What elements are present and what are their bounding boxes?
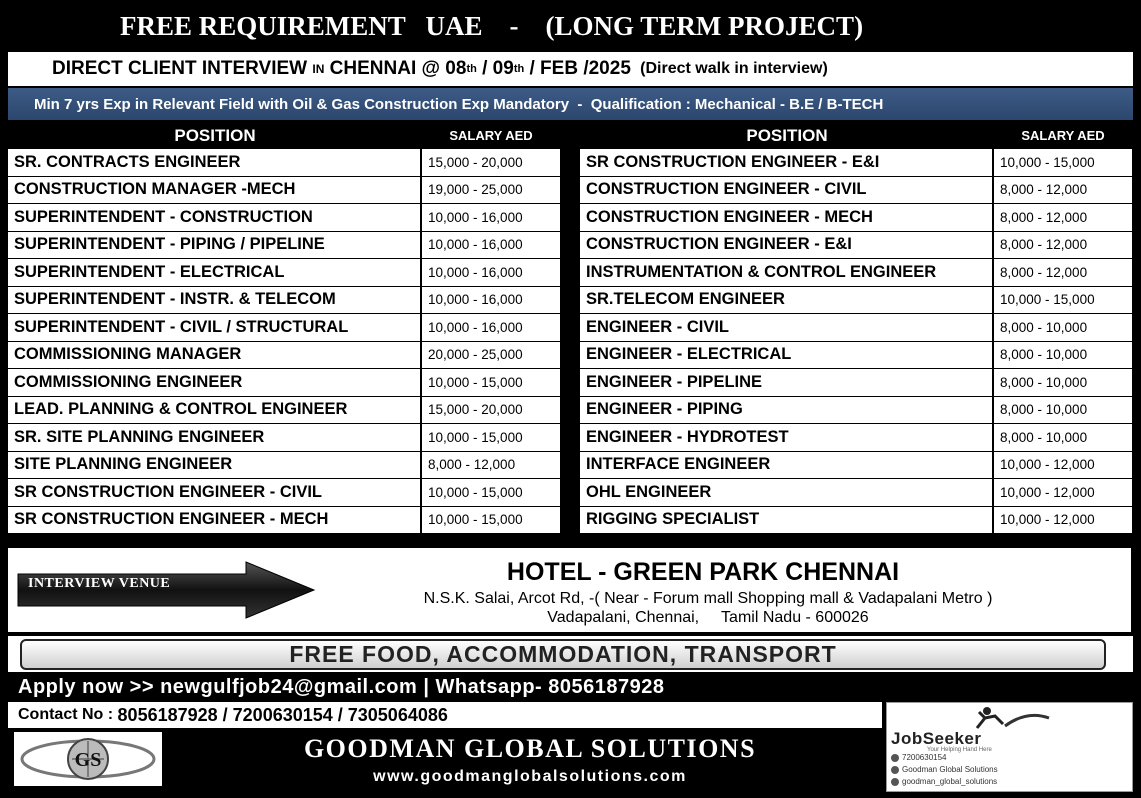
salary-cell: 8,000 - 12,000 xyxy=(994,232,1132,259)
table-row xyxy=(8,177,560,205)
salary-cell: 8,000 - 12,000 xyxy=(994,177,1132,204)
salary-cell: 8,000 - 10,000 xyxy=(994,369,1132,396)
table-row xyxy=(8,452,560,480)
table-header xyxy=(580,122,1132,149)
salary-cell: 10,000 - 16,000 xyxy=(422,204,560,231)
jobseeker-instagram-row xyxy=(891,777,997,786)
jobseeker-panel xyxy=(886,702,1133,792)
salary-cell: 19,000 - 25,000 xyxy=(422,177,560,204)
requirement-banner: Min 7 yrs Exp in Relevant Field with Oil & Gas Construction Exp Mandatory - Qualification : Mechanical - B.E / B-TECH xyxy=(8,88,1133,120)
table-row xyxy=(580,507,1132,535)
position-cell: ENGINEER - HYDROTEST xyxy=(580,424,994,451)
table-row xyxy=(8,287,560,315)
table-row xyxy=(8,397,560,425)
position-cell: INTERFACE ENGINEER xyxy=(580,452,994,479)
table-row xyxy=(8,342,560,370)
position-cell: SR. SITE PLANNING ENGINEER xyxy=(8,424,422,451)
position-cell: CONSTRUCTION ENGINEER - MECH xyxy=(580,204,994,231)
salary-cell: 10,000 - 15,000 xyxy=(422,369,560,396)
salary-cell: 20,000 - 25,000 xyxy=(422,342,560,369)
salary-cell: 8,000 - 10,000 xyxy=(994,314,1132,341)
company-name: GOODMAN GLOBAL SOLUTIONS xyxy=(303,734,757,763)
salary-cell: 10,000 - 12,000 xyxy=(994,452,1132,479)
table-row xyxy=(8,232,560,260)
salary-cell: 8,000 - 10,000 xyxy=(994,397,1132,424)
salary-cell: 8,000 - 12,000 xyxy=(422,452,560,479)
position-cell: SR CONSTRUCTION ENGINEER - MECH xyxy=(8,507,422,534)
table-row xyxy=(8,424,560,452)
salary-cell: 10,000 - 12,000 xyxy=(994,479,1132,506)
jobseeker-title: JobSeeker xyxy=(891,729,982,748)
position-header: POSITION xyxy=(746,125,828,145)
table-row xyxy=(580,204,1132,232)
table-row xyxy=(580,369,1132,397)
salary-cell: 15,000 - 20,000 xyxy=(422,149,560,176)
position-cell: SR CONSTRUCTION ENGINEER - CIVIL xyxy=(8,479,422,506)
position-cell: ENGINEER - ELECTRICAL xyxy=(580,342,994,369)
position-cell: INSTRUMENTATION & CONTROL ENGINEER xyxy=(580,259,994,286)
table-row xyxy=(580,452,1132,480)
interview-note: (Direct walk in interview) xyxy=(640,60,828,77)
jobseeker-facebook[interactable]: Goodman Global Solutions xyxy=(902,765,998,774)
salary-cell: 10,000 - 16,000 xyxy=(422,259,560,286)
table-row xyxy=(8,259,560,287)
salary-cell: 8,000 - 12,000 xyxy=(994,259,1132,286)
venue-section xyxy=(8,548,1131,632)
position-cell: OHL ENGINEER xyxy=(580,479,994,506)
position-cell: SUPERINTENDENT - INSTR. & TELECOM xyxy=(8,287,422,314)
position-cell: RIGGING SPECIALIST xyxy=(580,507,994,534)
table-row xyxy=(8,507,560,535)
hotel-name: HOTEL - GREEN PARK CHENNAI xyxy=(506,558,900,586)
interview-prefix: DIRECT CLIENT INTERVIEW xyxy=(52,58,313,79)
position-cell: COMMISSIONING ENGINEER xyxy=(8,369,422,396)
table-row xyxy=(580,397,1132,425)
table-row xyxy=(8,204,560,232)
position-cell: SUPERINTENDENT - CIVIL / STRUCTURAL xyxy=(8,314,422,341)
table-row xyxy=(580,232,1132,260)
table-row xyxy=(8,314,560,342)
position-cell: SUPERINTENDENT - CONSTRUCTION xyxy=(8,204,422,231)
position-cell: SR. CONTRACTS ENGINEER xyxy=(8,149,422,176)
positions-table-left xyxy=(8,122,560,534)
position-cell: ENGINEER - PIPING xyxy=(580,397,994,424)
salary-header: SALARY AED xyxy=(449,128,533,143)
table-row xyxy=(580,259,1132,287)
positions-table-right xyxy=(580,122,1132,534)
interview-banner: DIRECT CLIENT INTERVIEW IN CHENNAI @ 08 th / 09 th / FEB /2025 (Direct walk in interview) xyxy=(8,52,1133,86)
jobseeker-tagline: Your Helping Hand Here xyxy=(927,747,992,753)
salary-header: SALARY AED xyxy=(1021,128,1105,143)
whatsapp-icon xyxy=(891,754,899,762)
salary-cell: 10,000 - 16,000 xyxy=(422,232,560,259)
salary-cell: 15,000 - 20,000 xyxy=(422,397,560,424)
benefits-section xyxy=(8,636,1133,672)
table-row xyxy=(8,479,560,507)
interview-month: / FEB /2025 xyxy=(524,58,637,79)
interview-in: IN xyxy=(312,62,325,76)
table-row xyxy=(580,177,1132,205)
table-row xyxy=(8,369,560,397)
position-header: POSITION xyxy=(174,125,256,145)
hotel-address-line1: N.S.K. Salai, Arcot Rd, -( Near - Forum mall Shopping mall & Vadapalani Metro ) xyxy=(423,590,993,607)
benefits-text: FREE FOOD, ACCOMMODATION, TRANSPORT xyxy=(20,639,1106,670)
table-row xyxy=(580,424,1132,452)
position-cell: SITE PLANNING ENGINEER xyxy=(8,452,422,479)
table-row xyxy=(580,479,1132,507)
table-row xyxy=(580,342,1132,370)
salary-cell: 8,000 - 10,000 xyxy=(994,342,1132,369)
salary-cell: 10,000 - 16,000 xyxy=(422,287,560,314)
interview-mid: / 09 xyxy=(476,58,514,79)
salary-cell: 10,000 - 15,000 xyxy=(422,479,560,506)
position-cell: SR.TELECOM ENGINEER xyxy=(580,287,994,314)
position-cell: CONSTRUCTION ENGINEER - CIVIL xyxy=(580,177,994,204)
logo-text: GS xyxy=(74,749,102,771)
position-cell: SUPERINTENDENT - ELECTRICAL xyxy=(8,259,422,286)
runner-logo-icon xyxy=(957,706,1057,730)
jobseeker-facebook-row xyxy=(891,765,998,774)
apply-line: Apply now >> newgulfjob24@gmail.com | Whatsapp- 8056187928 xyxy=(0,672,1141,702)
table-row xyxy=(580,287,1132,315)
contact-numbers: 8056187928 / 7200630154 / 7305064086 xyxy=(117,704,448,725)
table-row xyxy=(580,314,1132,342)
table-row xyxy=(580,149,1132,177)
company-logo xyxy=(14,732,162,786)
salary-cell: 10,000 - 15,000 xyxy=(994,287,1132,314)
position-cell: ENGINEER - CIVIL xyxy=(580,314,994,341)
page-title: FREE REQUIREMENT UAE - (LONG TERM PROJECT) xyxy=(0,0,1141,52)
interview-city: CHENNAI @ 08 xyxy=(324,58,467,79)
position-cell: COMMISSIONING MANAGER xyxy=(8,342,422,369)
company-website[interactable]: www.goodmanglobalsolutions.com xyxy=(373,768,687,785)
instagram-icon xyxy=(891,778,899,786)
salary-cell: 10,000 - 16,000 xyxy=(422,314,560,341)
salary-cell: 10,000 - 15,000 xyxy=(422,507,560,534)
hotel-address-line2: Vadapalani, Chennai, Tamil Nadu - 600026 xyxy=(547,609,869,626)
jobseeker-phone-row xyxy=(891,753,947,762)
contact-line xyxy=(8,702,882,728)
globe-logo-icon xyxy=(14,732,162,786)
position-cell: SR CONSTRUCTION ENGINEER - E&I xyxy=(580,149,994,176)
position-cell: CONSTRUCTION ENGINEER - E&I xyxy=(580,232,994,259)
facebook-icon xyxy=(891,766,899,774)
venue-label: INTERVIEW VENUE xyxy=(28,576,171,591)
salary-cell: 8,000 - 10,000 xyxy=(994,424,1132,451)
position-cell: CONSTRUCTION MANAGER -MECH xyxy=(8,177,422,204)
position-cell: SUPERINTENDENT - PIPING / PIPELINE xyxy=(8,232,422,259)
position-cell: ENGINEER - PIPELINE xyxy=(580,369,994,396)
jobseeker-instagram[interactable]: goodman_global_solutions xyxy=(902,777,998,786)
table-row xyxy=(8,149,560,177)
salary-cell: 10,000 - 15,000 xyxy=(994,149,1132,176)
table-header xyxy=(8,122,560,149)
jobseeker-phone: 7200630154 xyxy=(902,753,947,762)
salary-cell: 10,000 - 12,000 xyxy=(994,507,1132,534)
contact-label: Contact No : xyxy=(18,706,118,723)
salary-cell: 10,000 - 15,000 xyxy=(422,424,560,451)
salary-cell: 8,000 - 12,000 xyxy=(994,204,1132,231)
position-cell: LEAD. PLANNING & CONTROL ENGINEER xyxy=(8,397,422,424)
